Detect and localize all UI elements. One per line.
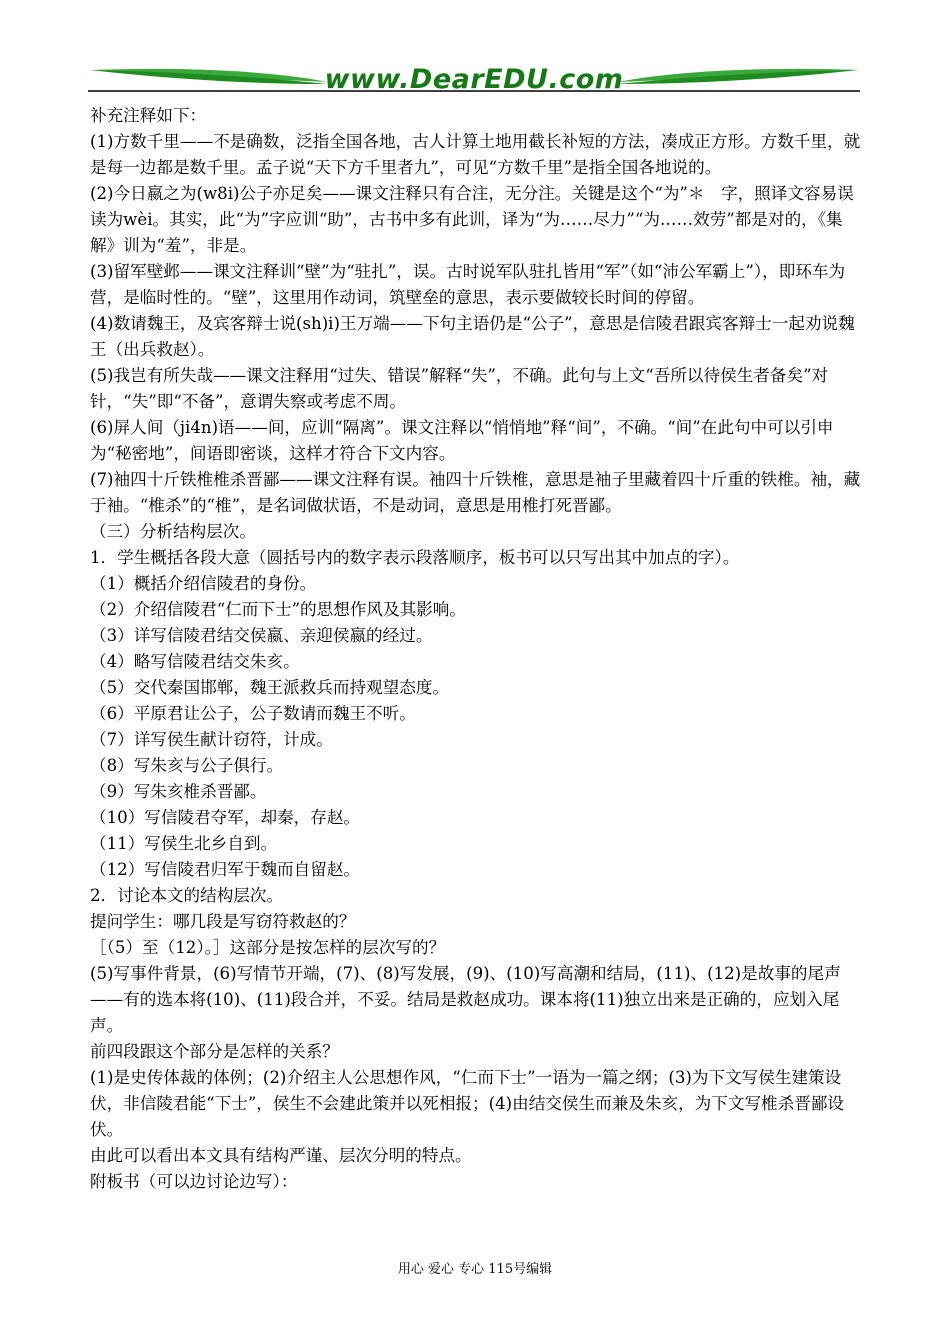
- page-footer: 用心 爱心 专心 115号编辑: [397, 1262, 553, 1277]
- site-logo: www.DearEDU.com: [324, 64, 624, 95]
- list-item: （3）详写信陵君结交侯嬴、亲迎侯嬴的经过。: [90, 626, 433, 645]
- list-item: （12）写信陵君归军于魏而自留赵。: [90, 860, 361, 879]
- paragraph: (5)我岂有所失哉——课文注释用“过失、错误”解释“失”，不确。此句与上文“吾所以待侯生者备矣”对针，“失”即“不备”，意谓失察或考虑不周。: [90, 366, 829, 411]
- paragraph: 由此可以看出本文具有结构严谨、层次分明的特点。: [90, 1146, 472, 1165]
- paragraph: ［（5）至（12）。］这部分是按怎样的层次写的？: [90, 938, 446, 957]
- list-item: （1）概括介绍信陵君的身份。: [90, 574, 317, 593]
- paragraph: 附板书（可以边讨论边写）：: [90, 1172, 298, 1191]
- list-item: （7）详写侯生献计窃符，计成。: [90, 730, 333, 749]
- paragraph: (4)数请魏王，及宾客辩士说(sh)i)王万端——下句主语仍是“公子”，意思是信陵君跟宾客辩士一起劝说魏王（出兵救赵）。: [90, 314, 855, 359]
- paragraph: (3)留军壁邺——课文注释训“壁”为“驻扎”，误。古时说军队驻扎皆用“军”（如“沛公军霸上”），即环车为营，是临时性的。“壁”，这里用作动词，筑壁垒的意思，表示要做较长时间的停留。: [90, 262, 846, 307]
- section-heading: （三）分析结构层次。: [90, 522, 256, 541]
- list-item: （8）写朱亥与公子俱行。: [90, 756, 284, 775]
- list-item: （11）写侯生北乡自到。: [90, 834, 278, 853]
- list-item: （4）略写信陵君结交朱亥。: [90, 652, 300, 671]
- list-item: （2）介绍信陵君“仁而下士”的思想作风及其影响。: [90, 600, 466, 619]
- list-item: （5）交代秦国邯郸，魏王派救兵而持观望态度。: [90, 678, 450, 697]
- paragraph: 提问学生：哪几段是写窃符救赵的？: [90, 912, 356, 931]
- list-item: （6）平原君让公子，公子数请而魏王不听。: [90, 704, 416, 723]
- paragraph: 2．讨论本文的结构层次。: [90, 886, 284, 905]
- paragraph: 补充注释如下：: [90, 106, 207, 125]
- list-item: （9）写朱亥椎杀晋鄙。: [90, 782, 267, 801]
- paragraph: (5)写事件背景，(6)写情节开端，(7)、(8)写发展，(9)、(10)写高潮和结局，(11)、(12)是故事的尾声——有的选本将(10)、(11)段合并，不妥。结局是救赵成功。课本将(11)独立出来是正确的，应划入尾声。: [90, 964, 841, 1035]
- paragraph: (1)方数千里——不是确数，泛指全国各地，古人计算土地用截长补短的方法，凑成正方形。方数千里，就是每一边都是数千里。孟子说“天下方千里者九”，可见“方数千里”是指全国各地说的。: [90, 132, 861, 177]
- paragraph: 前四段跟这个部分是怎样的关系？: [90, 1042, 339, 1061]
- paragraph: (2)今日嬴之为(w8i)公子亦足矣——课文注释只有合注，无分注。关键是这个“为”＊ 字，照译文容易误读为wèi。其实，此“为”字应训“助”，古书中多有此训，译为“为……尽力”“为……效劳”都是对的，《集解》训为“羞”，非是。: [90, 184, 854, 255]
- paragraph: (6)屏人间（ji4n)语——间，应训“隔离”。课文注释以“悄悄地”释“间”，不确。“间”在此句中可以引申为“秘密地”，间语即密谈，这样才符合下文内容。: [90, 418, 834, 463]
- document-body: [90, 103, 862, 1195]
- paragraph: (7)袖四十斤铁椎椎杀晋鄙——课文注释有误。袖四十斤铁椎，意思是袖子里藏着四十斤重的铁椎。袖，藏于袖。“椎杀”的“椎”，是名词做状语，不是动词，意思是用椎打死晋鄙。: [90, 470, 861, 515]
- list-item: （10）写信陵君夺军，却秦，存赵。: [90, 808, 361, 827]
- paragraph: 1．学生概括各段大意（圆括号内的数字表示段落顺序，板书可以只写出其中加点的字）。: [90, 548, 740, 567]
- site-header: [88, 58, 860, 98]
- paragraph: (1)是史传体裁的体例；(2)介绍主人公思想作风，“仁而下士”一语为一篇之纲；(3)为下文写侯生建策设伏，非信陵君能“下士”，侯生不会建此策并以死相报；(4)由结交侯生而兼及朱亥，为下文写椎杀晋鄙设伏。: [90, 1068, 845, 1139]
